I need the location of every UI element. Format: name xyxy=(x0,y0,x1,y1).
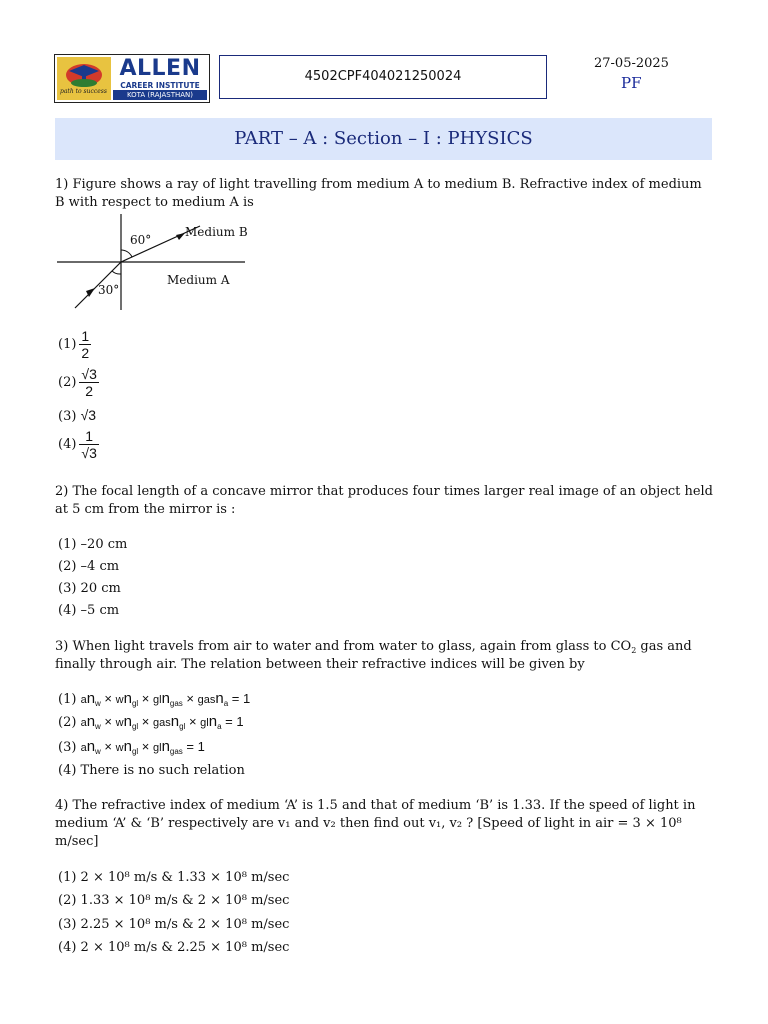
logo-emblem-icon xyxy=(57,57,111,100)
medium-a-label: Medium A xyxy=(167,273,230,287)
option-number: (3) xyxy=(58,409,77,424)
paper-type-code: PF xyxy=(621,74,642,92)
q2-option-3[interactable]: (3) 20 cm xyxy=(58,581,121,596)
q2-option-2[interactable]: (2) –4 cm xyxy=(58,559,120,574)
q4-option-4[interactable]: (4) 2 × 10⁸ m/s & 2.25 × 10⁸ m/sec xyxy=(58,940,290,955)
option-number: (2) xyxy=(58,375,77,390)
q3-option-3[interactable] xyxy=(58,738,205,757)
question-1-text: 1) Figure shows a ray of light travelling from medium A to medium B. Refractive index of medium B with respect to medium A is xyxy=(55,177,702,210)
refraction-figure xyxy=(55,214,255,314)
medium-b-label: Medium B xyxy=(185,225,248,239)
q4-option-2[interactable]: (2) 1.33 × 10⁸ m/s & 2 × 10⁸ m/sec xyxy=(58,893,290,908)
option-number: (2) xyxy=(58,715,77,730)
q3-option-1[interactable] xyxy=(58,690,250,709)
logo-brand: ALLEN xyxy=(119,56,201,81)
q1-option-3[interactable] xyxy=(58,406,96,426)
q1-option-4[interactable] xyxy=(58,428,99,461)
question-4-text: 4) The refractive index of medium ‘A’ is 1.5 and that of medium ‘B’ is 1.33. If the speed of light in medium ‘A’ & ‘B’ respectively are v₁ and v₂ then find out v₁, v₂ ? [Speed of light in air = 3 × 10⁸ m/sec] xyxy=(55,798,696,849)
q3-option-4[interactable]: (4) There is no such relation xyxy=(58,763,245,778)
q2-option-4[interactable]: (4) –5 cm xyxy=(58,603,120,618)
refractive-index-relation: $an_w \times wn_{gl}$ × gasn$_{gl}$ × gln$_a$ = 1 xyxy=(80,713,244,731)
q4-option-1[interactable]: (1) 2 × 10⁸ m/s & 1.33 × 10⁸ m/sec xyxy=(58,870,290,885)
option-number: (1) xyxy=(58,337,77,352)
question-3-text: 3) When light travels from air to water and from water to glass, again from glass to $CO_2$ gas and finally through air. The relation between their refractive indices will be given by xyxy=(55,639,692,672)
paper-code-box: 4502CPF404021250024 xyxy=(219,55,547,99)
angle-30-label: 30° xyxy=(98,283,120,297)
q4-option-3[interactable]: (3) 2.25 × 10⁸ m/s & 2 × 10⁸ m/sec xyxy=(58,917,290,932)
exam-date: 27-05-2025 xyxy=(594,56,669,71)
q1-option-1[interactable] xyxy=(58,328,91,361)
allen-logo xyxy=(54,54,210,103)
fraction: $\frac{1}{√3}$ xyxy=(81,428,97,461)
angle-60-label: 60° xyxy=(130,233,152,247)
option-number: (4) xyxy=(58,437,77,452)
refractive-index-relation: $an_w \times wn_{gl} \times gln_{gas} = 1$ xyxy=(80,738,205,756)
fraction: $\frac{1}{2}$ xyxy=(81,328,90,361)
option-value: √3 xyxy=(80,407,97,423)
refractive-index-relation: $an_w \times wn_{gl} \times gln_{gas}$ × gasn$_a$ = 1 xyxy=(80,690,251,708)
fraction: $\frac{√3}{2}$ xyxy=(81,366,97,399)
section-title: PART – A : Section – I : PHYSICS xyxy=(55,118,712,160)
question-2-text: 2) The focal length of a concave mirror that produces four times larger real image of an object held at 5 cm from the mirror is : xyxy=(55,484,713,517)
q2-option-1[interactable]: (1) –20 cm xyxy=(58,537,128,552)
logo-tagline: path to success xyxy=(60,88,107,95)
option-number: (1) xyxy=(58,692,77,707)
q3-option-2[interactable] xyxy=(58,713,244,732)
q1-option-2[interactable] xyxy=(58,366,99,399)
logo-subtitle: CAREER INSTITUTE xyxy=(120,81,200,90)
logo-city: KOTA (RAJASTHAN) xyxy=(113,90,207,100)
option-number: (3) xyxy=(58,740,77,755)
